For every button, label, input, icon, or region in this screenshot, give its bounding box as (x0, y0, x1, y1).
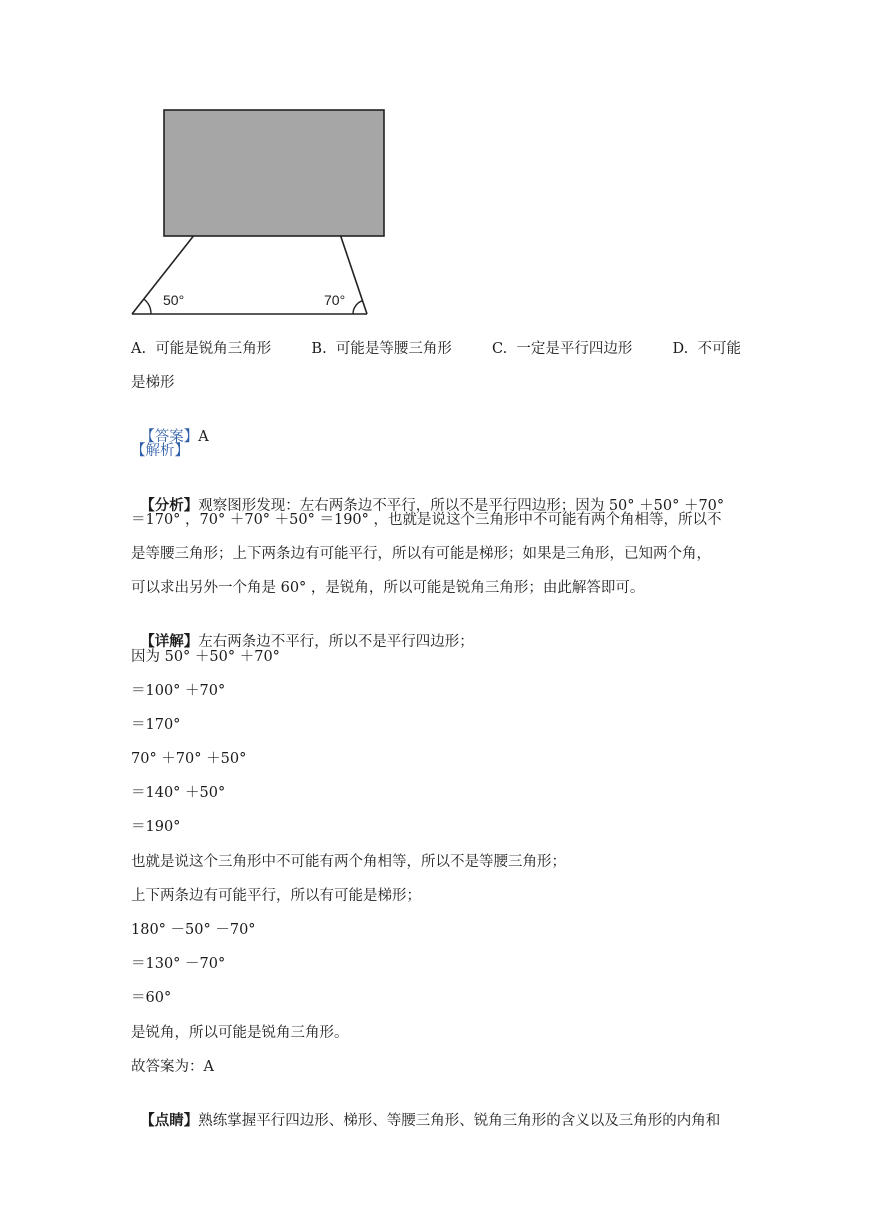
answer-label: 【答案】 (140, 429, 199, 445)
option-c[interactable]: C. 一定是平行四边形 (492, 341, 633, 357)
dianjing-text-1: 熟练掌握平行四边形、梯形、等腰三角形、锐角三角形的含义以及三角形的内角和 (198, 1113, 721, 1129)
triangle-figure (128, 106, 390, 320)
xiangjie-label: 【详解】 (140, 633, 199, 650)
option-d-continued: 是梯形 (131, 375, 175, 391)
xiangjie-step: 180° －50° －70° (131, 922, 256, 938)
xiangjie-step: 70° ＋70° ＋50° (131, 751, 247, 767)
angle-label-right: 70° (324, 292, 346, 308)
fenxi-line-4: 可以求出另外一个角是 60° ，是锐角，所以可能是锐角三角形；由此解答即可。 (131, 580, 645, 596)
xiangjie-step: 故答案为：A (131, 1059, 214, 1075)
options-row (131, 339, 741, 359)
fenxi-text-1: 观察图形发现：左右两条边不平行，所以不是平行四边形；因为 50° ＋50° ＋70° (198, 498, 725, 514)
xiangjie-step: ＝170° (131, 717, 181, 733)
fenxi-line-2: ＝170° ，70° ＋70° ＋50° ＝190° ，也就是说这个三角形中不可能有两个角相等，所以不 (131, 512, 722, 528)
angle-label-left: 50° (163, 292, 185, 308)
left-angle-arc (144, 299, 151, 314)
option-a[interactable]: A. 可能是锐角三角形 (131, 341, 272, 357)
option-b[interactable]: B. 可能是等腰三角形 (311, 341, 452, 357)
xiangjie-step: ＝100° ＋70° (131, 683, 226, 699)
analysis-label: 【解析】 (131, 443, 189, 459)
xiangjie-step: ＝190° (131, 819, 181, 835)
answer-value: A (198, 429, 209, 445)
option-d[interactable]: D. 不可能 (672, 341, 741, 357)
fenxi-line-3: 是等腰三角形；上下两条边有可能平行，所以有可能是梯形；如果是三角形，已知两个角， (131, 546, 711, 562)
xiangjie-text-1: 左右两条边不平行，所以不是平行四边形； (198, 634, 474, 650)
dianjing-line-1 (131, 1091, 720, 1131)
xiangjie-line-1 (131, 612, 474, 652)
xiangjie-step: ＝140° ＋50° (131, 785, 226, 801)
dianjing-label: 【点睛】 (140, 1112, 199, 1129)
xiangjie-step: ＝130° －70° (131, 956, 226, 972)
xiangjie-step: 因为 50° ＋50° ＋70° (131, 649, 280, 665)
xiangjie-step: ＝60° (131, 990, 172, 1006)
covering-rectangle (164, 110, 384, 236)
fenxi-label: 【分析】 (140, 497, 199, 514)
xiangjie-step: 上下两条边有可能平行，所以有可能是梯形； (131, 888, 421, 904)
right-angle-arc (353, 301, 363, 314)
xiangjie-step: 也就是说这个三角形中不可能有两个角相等，所以不是等腰三角形； (131, 854, 566, 870)
xiangjie-step: 是锐角，所以可能是锐角三角形。 (131, 1025, 349, 1041)
